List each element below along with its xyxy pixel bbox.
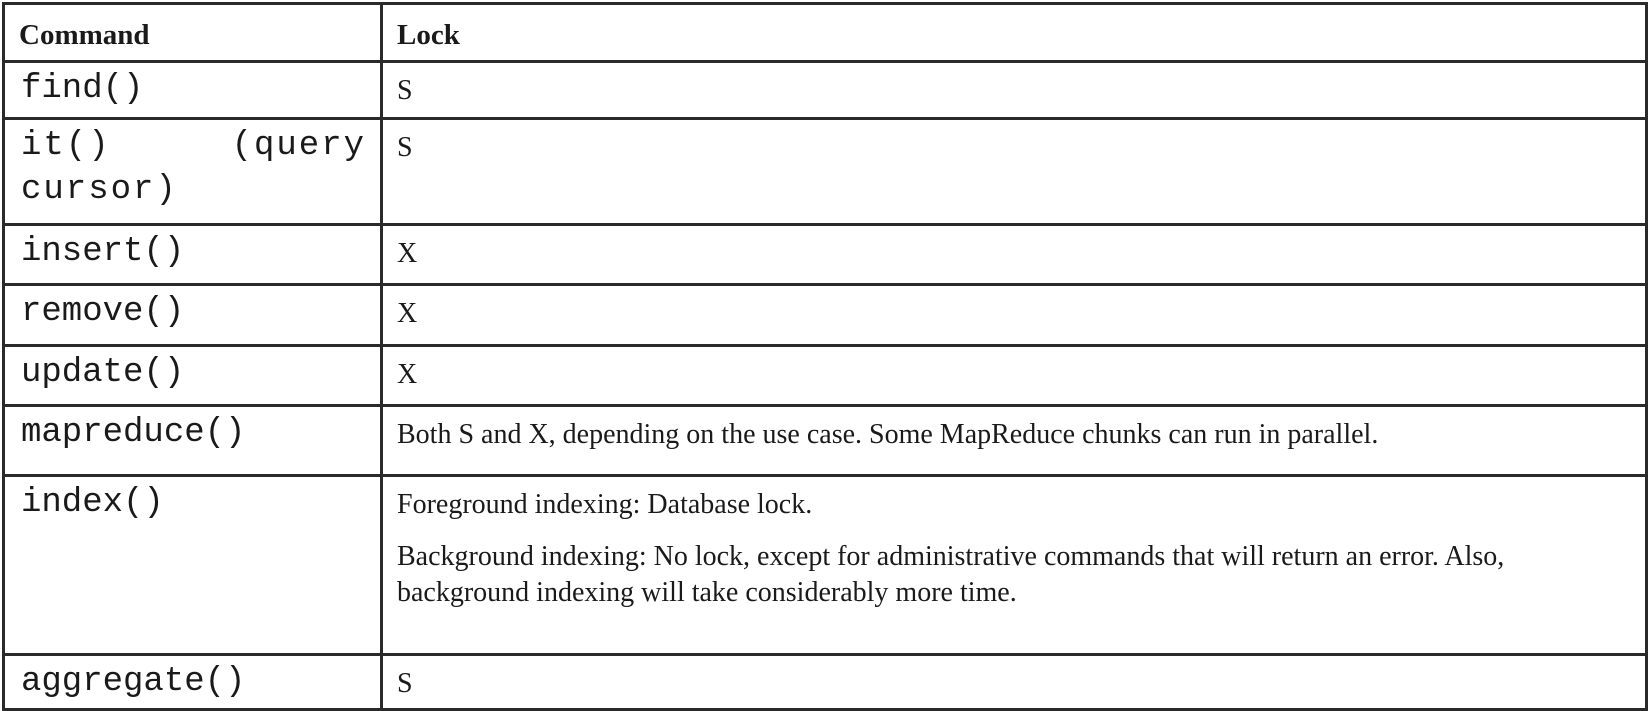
header-row [4,4,1647,62]
table-row [4,476,1647,655]
lock-cell: S [382,655,1647,710]
lock-paragraph: Background indexing: No lock, except for administrative commands that will return an error. Also, background indexing will take considerably more time. [397,541,1505,608]
command-cell: mapreduce() [4,406,382,476]
lock-cell: S [382,119,1647,225]
command-cell: it() (query cursor) [4,119,382,225]
table-row [4,225,1647,285]
lock-paragraph: Foreground indexing: Database lock. [397,489,813,520]
lock-cell: Both S and X, depending on the use case. Some MapReduce chunks can run in parallel. [382,406,1647,476]
lock-cell: S [382,62,1647,119]
command-cell: remove() [4,285,382,346]
command-cell: insert() [4,225,382,285]
table-row [4,655,1647,710]
lock-table [2,2,1648,711]
command-cell: update() [4,346,382,406]
command-cell: aggregate() [4,655,382,710]
lock-cell: X [382,346,1647,406]
table-row [4,346,1647,406]
header-lock: Lock [382,4,1647,62]
lock-cell: X [382,225,1647,285]
lock-cell [382,476,1647,655]
command-cell: index() [4,476,382,655]
table-row [4,406,1647,476]
table-row [4,62,1647,119]
lock-cell: X [382,285,1647,346]
header-command: Command [4,4,382,62]
table-row [4,285,1647,346]
table-row [4,119,1647,225]
command-cell: find() [4,62,382,119]
